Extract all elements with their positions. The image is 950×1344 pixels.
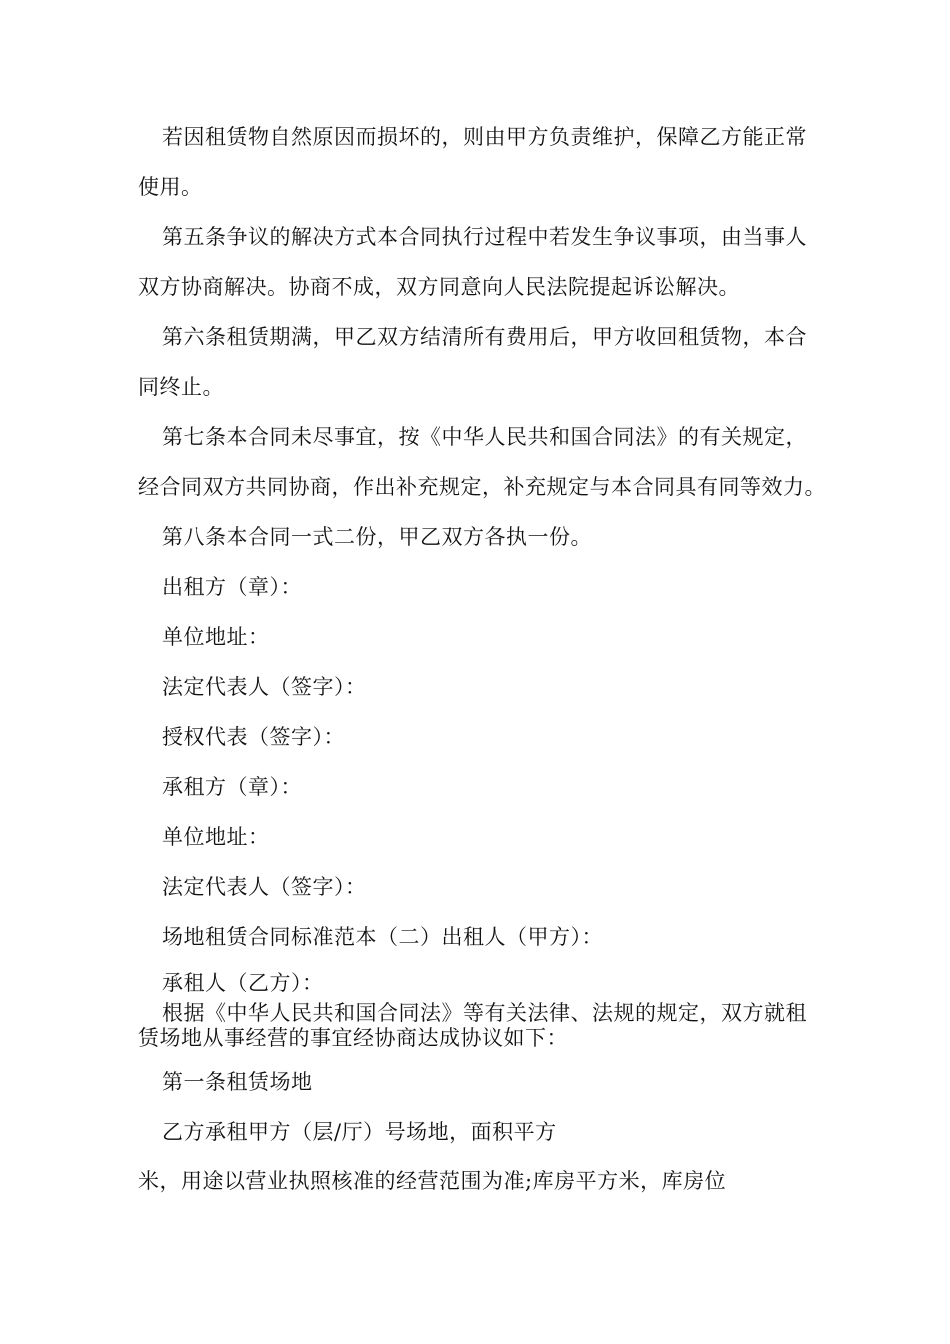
paragraph-line: 第七条本合同未尽事宜，按《中华人民共和国合同法》的有关规定， <box>162 425 807 449</box>
signature-field-label: 出租方（章）： <box>162 575 302 599</box>
party-label: 承租人（乙方）： <box>162 971 324 995</box>
section-heading: 场地租赁合同标准范本（二）出租人（甲方）： <box>162 925 603 949</box>
signature-field-label: 承租方（章）： <box>162 775 302 799</box>
paragraph-line: 双方协商解决。协商不成，双方同意向人民法院提起诉讼解决。 <box>138 275 740 299</box>
paragraph-line: 第六条租赁期满，甲乙双方结清所有费用后，甲方收回租赁物，本合 <box>162 325 807 349</box>
signature-field-label: 单位地址： <box>162 625 270 649</box>
signature-field-label: 授权代表（签字）： <box>162 725 345 749</box>
signature-field-label: 单位地址： <box>162 825 270 849</box>
signature-field-label: 法定代表人（签字）： <box>162 675 367 699</box>
paragraph-line: 第五条争议的解决方式本合同执行过程中若发生争议事项，由当事人 <box>162 225 807 249</box>
paragraph-line: 乙方承租甲方（层/厅）号场地，面积平方 <box>162 1120 557 1144</box>
signature-field-label: 法定代表人（签字）： <box>162 875 367 899</box>
paragraph-line: 若因租赁物自然原因而损坏的，则由甲方负责维护，保障乙方能正常 <box>162 125 807 149</box>
paragraph-line: 经合同双方共同协商，作出补充规定，补充规定与本合同具有同等效力。 <box>138 475 826 499</box>
paragraph-block: 根据《中华人民共和国合同法》等有关法律、法规的规定，双方就租赁场地从事经营的事宜经协商达成协议如下： <box>138 1001 807 1050</box>
paragraph-line: 同终止。 <box>138 375 224 399</box>
paragraph-line: 使用。 <box>138 175 203 199</box>
paragraph-line: 米，用途以营业执照核准的经营范围为准;库房平方米，库房位 <box>138 1169 727 1193</box>
paragraph-line: 第八条本合同一式二份，甲乙双方各执一份。 <box>162 525 592 549</box>
article-heading: 第一条租赁场地 <box>162 1070 313 1094</box>
